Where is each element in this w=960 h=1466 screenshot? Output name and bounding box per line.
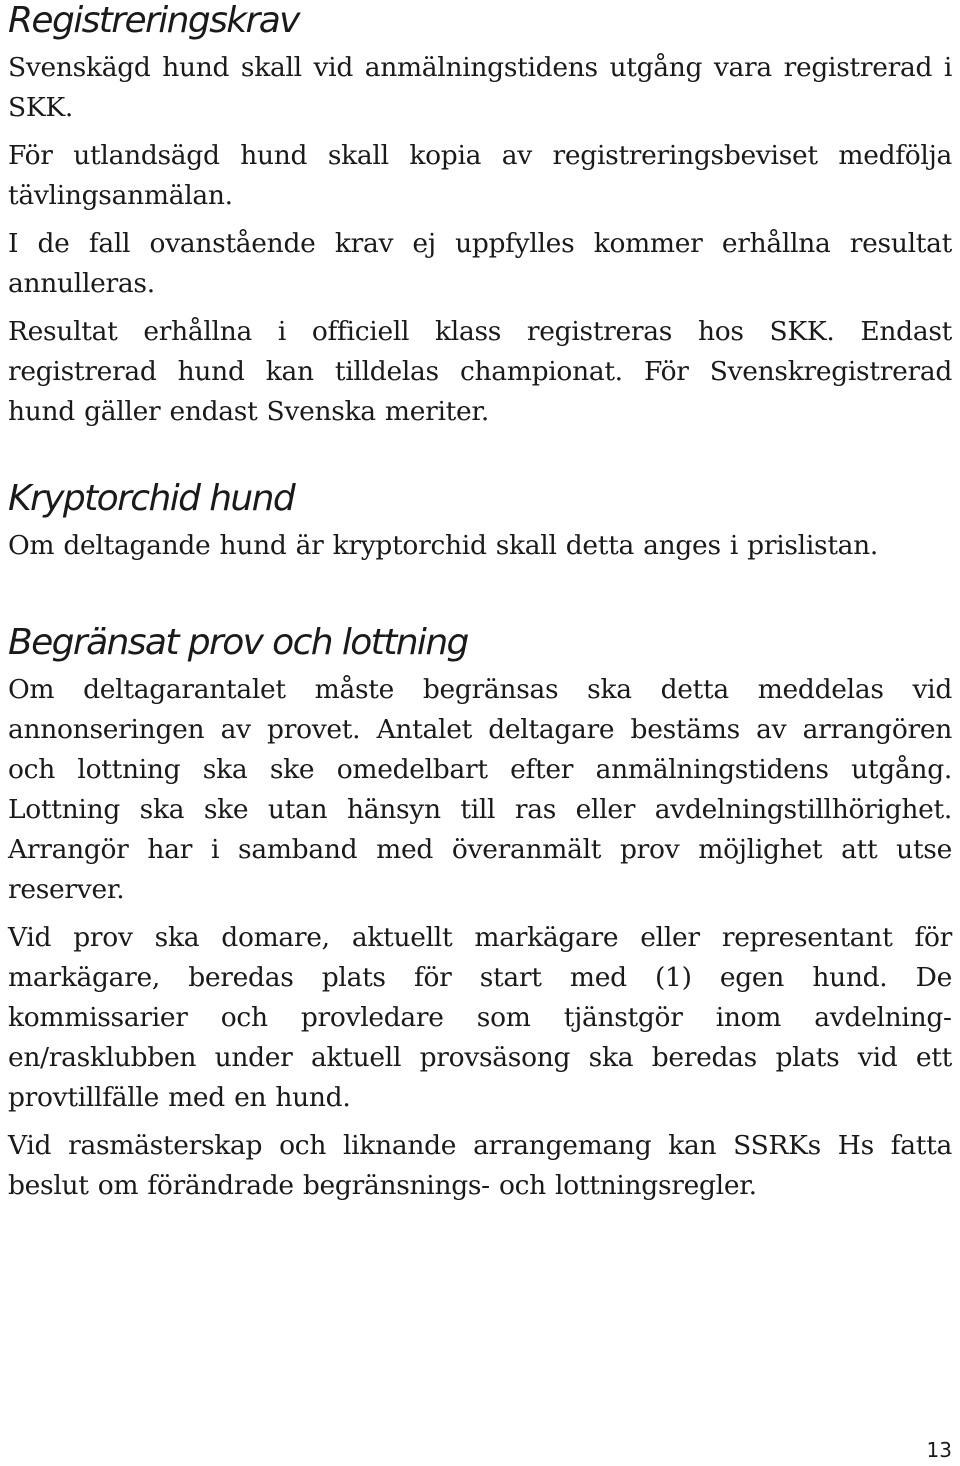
paragraph-begransat-3: Vid rasmästerskap och liknande arrangemang kan SSRKs Hs fatta beslut om förändrade begränsnings- och lottningsregler. [8, 1130, 952, 1201]
paragraph-begransat-1: Om deltagarantalet måste begränsas ska detta meddelas vid annonseringen av provet. Antalet deltagare bestäms av arrangören och lottning ska ske omedelbart efter anmälningstidens utgång. Lottning ska ske utan hänsyn till ras eller avdelningstillhörighet. Arrangör har i samband med överanmält prov möjlighet att utse reserver. [8, 674, 952, 905]
heading-kryptorchid-hund: Kryptorchid hund [8, 478, 295, 519]
paragraph-registreringskrav-1: Svenskägd hund skall vid anmälningstidens utgång vara registrerad i SKK. [8, 52, 952, 123]
paragraph-begransat-2: Vid prov ska domare, aktuellt markägare eller representant för markägare, beredas plats för start med (1) egen hund. De kommissarier och provledare som tjänstgör inom avdelningen/rasklubben under aktuell provsäsong ska beredas plats vid ett provtillfälle med en hund. [8, 922, 952, 1113]
paragraph-kryptorchid-1: Om deltagande hund är kryptorchid skall detta anges i prislistan. [8, 530, 879, 561]
paragraph-registreringskrav-4: Resultat erhållna i officiell klass registreras hos SKK. Endast registrerad hund kan tilldelas championat. För Svenskregistrerad hund gäller endast Svenska meriter. [8, 316, 952, 427]
page-number: 13 [926, 1438, 952, 1462]
paragraph-registreringskrav-3: I de fall ovanstående krav ej uppfylles kommer erhållna resultat annulleras. [8, 228, 952, 299]
heading-registreringskrav: Registreringskrav [8, 0, 299, 41]
document-page [8, 0, 952, 1206]
paragraph-registreringskrav-2: För utlandsägd hund skall kopia av registreringsbeviset medfölja tävlingsanmälan. [8, 140, 952, 211]
heading-begransat-prov: Begränsat prov och lottning [8, 622, 468, 663]
